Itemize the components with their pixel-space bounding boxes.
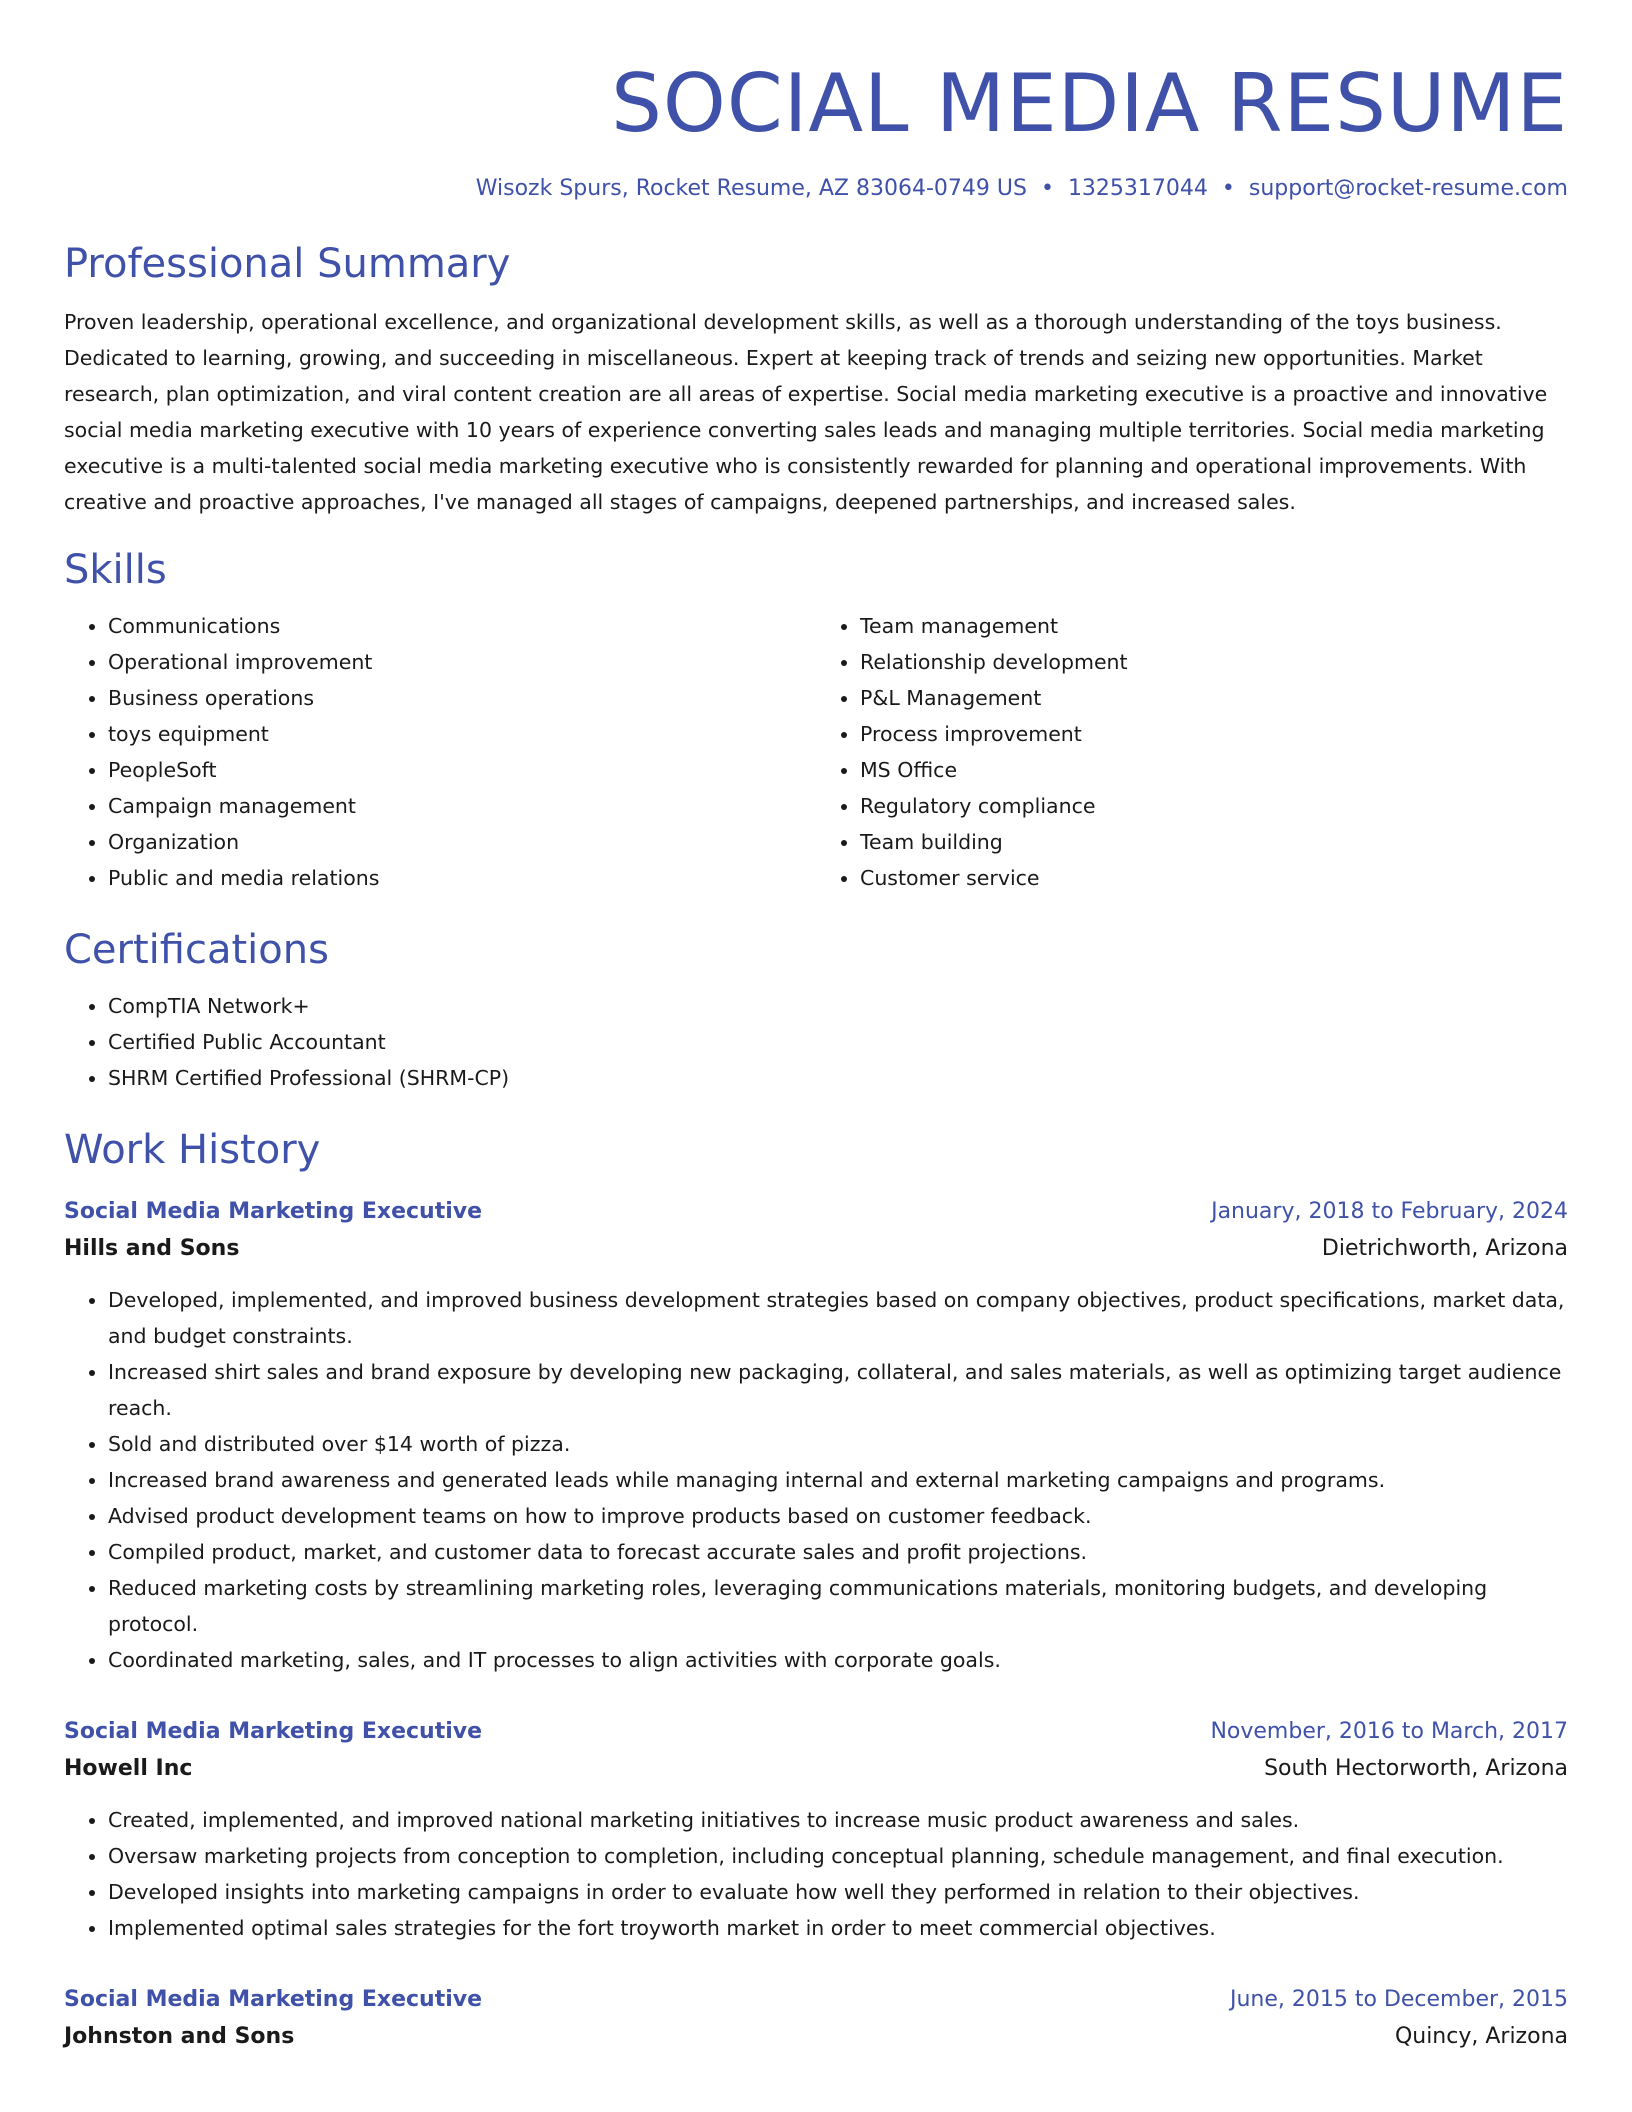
contact-separator: •	[1221, 176, 1235, 201]
resume-header	[64, 0, 1568, 204]
job-header-row	[64, 1194, 1568, 1230]
job-company: Howell Inc	[64, 1756, 193, 1781]
skills-list-left	[64, 608, 816, 896]
job-header-row	[64, 1982, 1568, 2018]
skill-item: • Public and media relations	[108, 860, 816, 896]
skill-item: • Customer service	[860, 860, 1568, 896]
resume-title: SOCIAL MEDIA RESUME	[611, 57, 1568, 150]
job-bullet: • Developed, implemented, and improved business development strategies based on company objectives, product specifications, market data, and budget constraints.	[108, 1282, 1568, 1354]
contact-address: Wisozk Spurs, Rocket Resume, AZ 83064-0749 US	[475, 176, 1027, 201]
certifications-list	[64, 988, 1568, 1096]
job-company: Hills and Sons	[64, 1236, 240, 1261]
skill-item: • Process improvement	[860, 716, 1568, 752]
summary-section	[64, 238, 1568, 520]
job-location: Dietrichworth, Arizona	[1321, 1236, 1568, 1261]
skill-item: • Business operations	[108, 680, 816, 716]
job-bullet: • Implemented optimal sales strategies for the fort troyworth market in order to meet commercial objectives.	[108, 1910, 1568, 1946]
job-header-row	[64, 1714, 1568, 1750]
skills-heading: Skills	[64, 547, 167, 593]
skill-item: • Relationship development	[860, 644, 1568, 680]
job-dates: January, 2018 to February, 2024	[1211, 1199, 1568, 1224]
skills-section	[64, 544, 1568, 896]
skill-item: • Operational improvement	[108, 644, 816, 680]
certifications-section	[64, 924, 1568, 1096]
skill-item: • Communications	[108, 608, 816, 644]
job-title: Social Media Marketing Executive	[64, 1719, 483, 1744]
skill-item: • PeopleSoft	[108, 752, 816, 788]
job-bullet: • Oversaw marketing projects from conception to completion, including conceptual planning, schedule management, and final execution.	[108, 1838, 1568, 1874]
job-title: Social Media Marketing Executive	[64, 1199, 483, 1224]
job-dates: November, 2016 to March, 2017	[1210, 1719, 1568, 1744]
job-bullet: • Reduced marketing costs by streamlining marketing roles, leveraging communications materials, monitoring budgets, and developing protocol.	[108, 1570, 1568, 1642]
summary-text: Proven leadership, operational excellence, and organizational development skills, as well as a thorough understanding of the toys business. Dedicated to learning, growing, and succeeding in miscellaneous. Expert at keeping track of trends and seizing new opportunities. Market research, plan optimization, and viral content creation are all areas of expertise. Social media marketing executive is a proactive and innovative social media marketing executive with 10 years of experience converting sales leads and managing multiple territories. Social media marketing executive is a multi-talented social media marketing executive who is consistently rewarded for planning and operational improvements. With creative and proactive approaches, I've managed all stages of campaigns, deepened partnerships, and increased sales.	[64, 310, 1548, 514]
skill-item: • Regulatory compliance	[860, 788, 1568, 824]
summary-heading: Professional Summary	[64, 241, 511, 287]
job-bullet: • Advised product development teams on how to improve products based on customer feedback.	[108, 1498, 1568, 1534]
job-entry	[64, 1194, 1568, 1678]
work-history-heading: Work History	[64, 1127, 321, 1173]
certification-item: • CompTIA Network+	[108, 988, 1568, 1024]
skill-item: • toys equipment	[108, 716, 816, 752]
job-location: South Hectorworth, Arizona	[1264, 1756, 1568, 1781]
job-bullet: • Increased shirt sales and brand exposure by developing new packaging, collateral, and sales materials, as well as optimizing target audience reach.	[108, 1354, 1568, 1426]
job-bullet: • Sold and distributed over $14 worth of pizza.	[108, 1426, 1568, 1462]
job-title: Social Media Marketing Executive	[64, 1987, 483, 2012]
certification-item: • SHRM Certified Professional (SHRM-CP)	[108, 1060, 1568, 1096]
skill-item: • MS Office	[860, 752, 1568, 788]
contact-line	[64, 174, 1568, 204]
job-company-row	[64, 1230, 1568, 1268]
job-company: Johnston and Sons	[64, 2024, 295, 2049]
certifications-heading: Certifications	[64, 927, 329, 973]
job-location: Quincy, Arizona	[1394, 2024, 1568, 2049]
job-bullet: • Created, implemented, and improved national marketing initiatives to increase music product awareness and sales.	[108, 1802, 1568, 1838]
job-bullet: • Compiled product, market, and customer data to forecast accurate sales and profit projections.	[108, 1534, 1568, 1570]
skill-item: • Campaign management	[108, 788, 816, 824]
contact-email: support@rocket-resume.com	[1248, 176, 1568, 201]
job-company-row	[64, 1750, 1568, 1788]
skills-list-right	[816, 608, 1568, 896]
job-dates: June, 2015 to December, 2015	[1229, 1987, 1568, 2012]
job-bullet: • Developed insights into marketing campaigns in order to evaluate how well they performed in relation to their objectives.	[108, 1874, 1568, 1910]
skill-item: • Team building	[860, 824, 1568, 860]
job-bullet: • Coordinated marketing, sales, and IT processes to align activities with corporate goals.	[108, 1642, 1568, 1678]
certification-item: • Certified Public Accountant	[108, 1024, 1568, 1060]
job-bullets	[64, 1282, 1568, 1678]
job-bullets	[64, 1802, 1568, 1946]
job-bullet: • Increased brand awareness and generated leads while managing internal and external marketing campaigns and programs.	[108, 1462, 1568, 1498]
job-entry	[64, 1714, 1568, 1946]
skills-grid	[64, 608, 1568, 896]
skill-item: • Team management	[860, 608, 1568, 644]
job-company-row	[64, 2018, 1568, 2056]
skill-item: • Organization	[108, 824, 816, 860]
job-entry	[64, 1982, 1568, 2056]
contact-separator: •	[1040, 176, 1054, 201]
contact-phone: 1325317044	[1067, 176, 1208, 201]
skill-item: • P&L Management	[860, 680, 1568, 716]
work-history-section	[64, 1124, 1568, 2056]
